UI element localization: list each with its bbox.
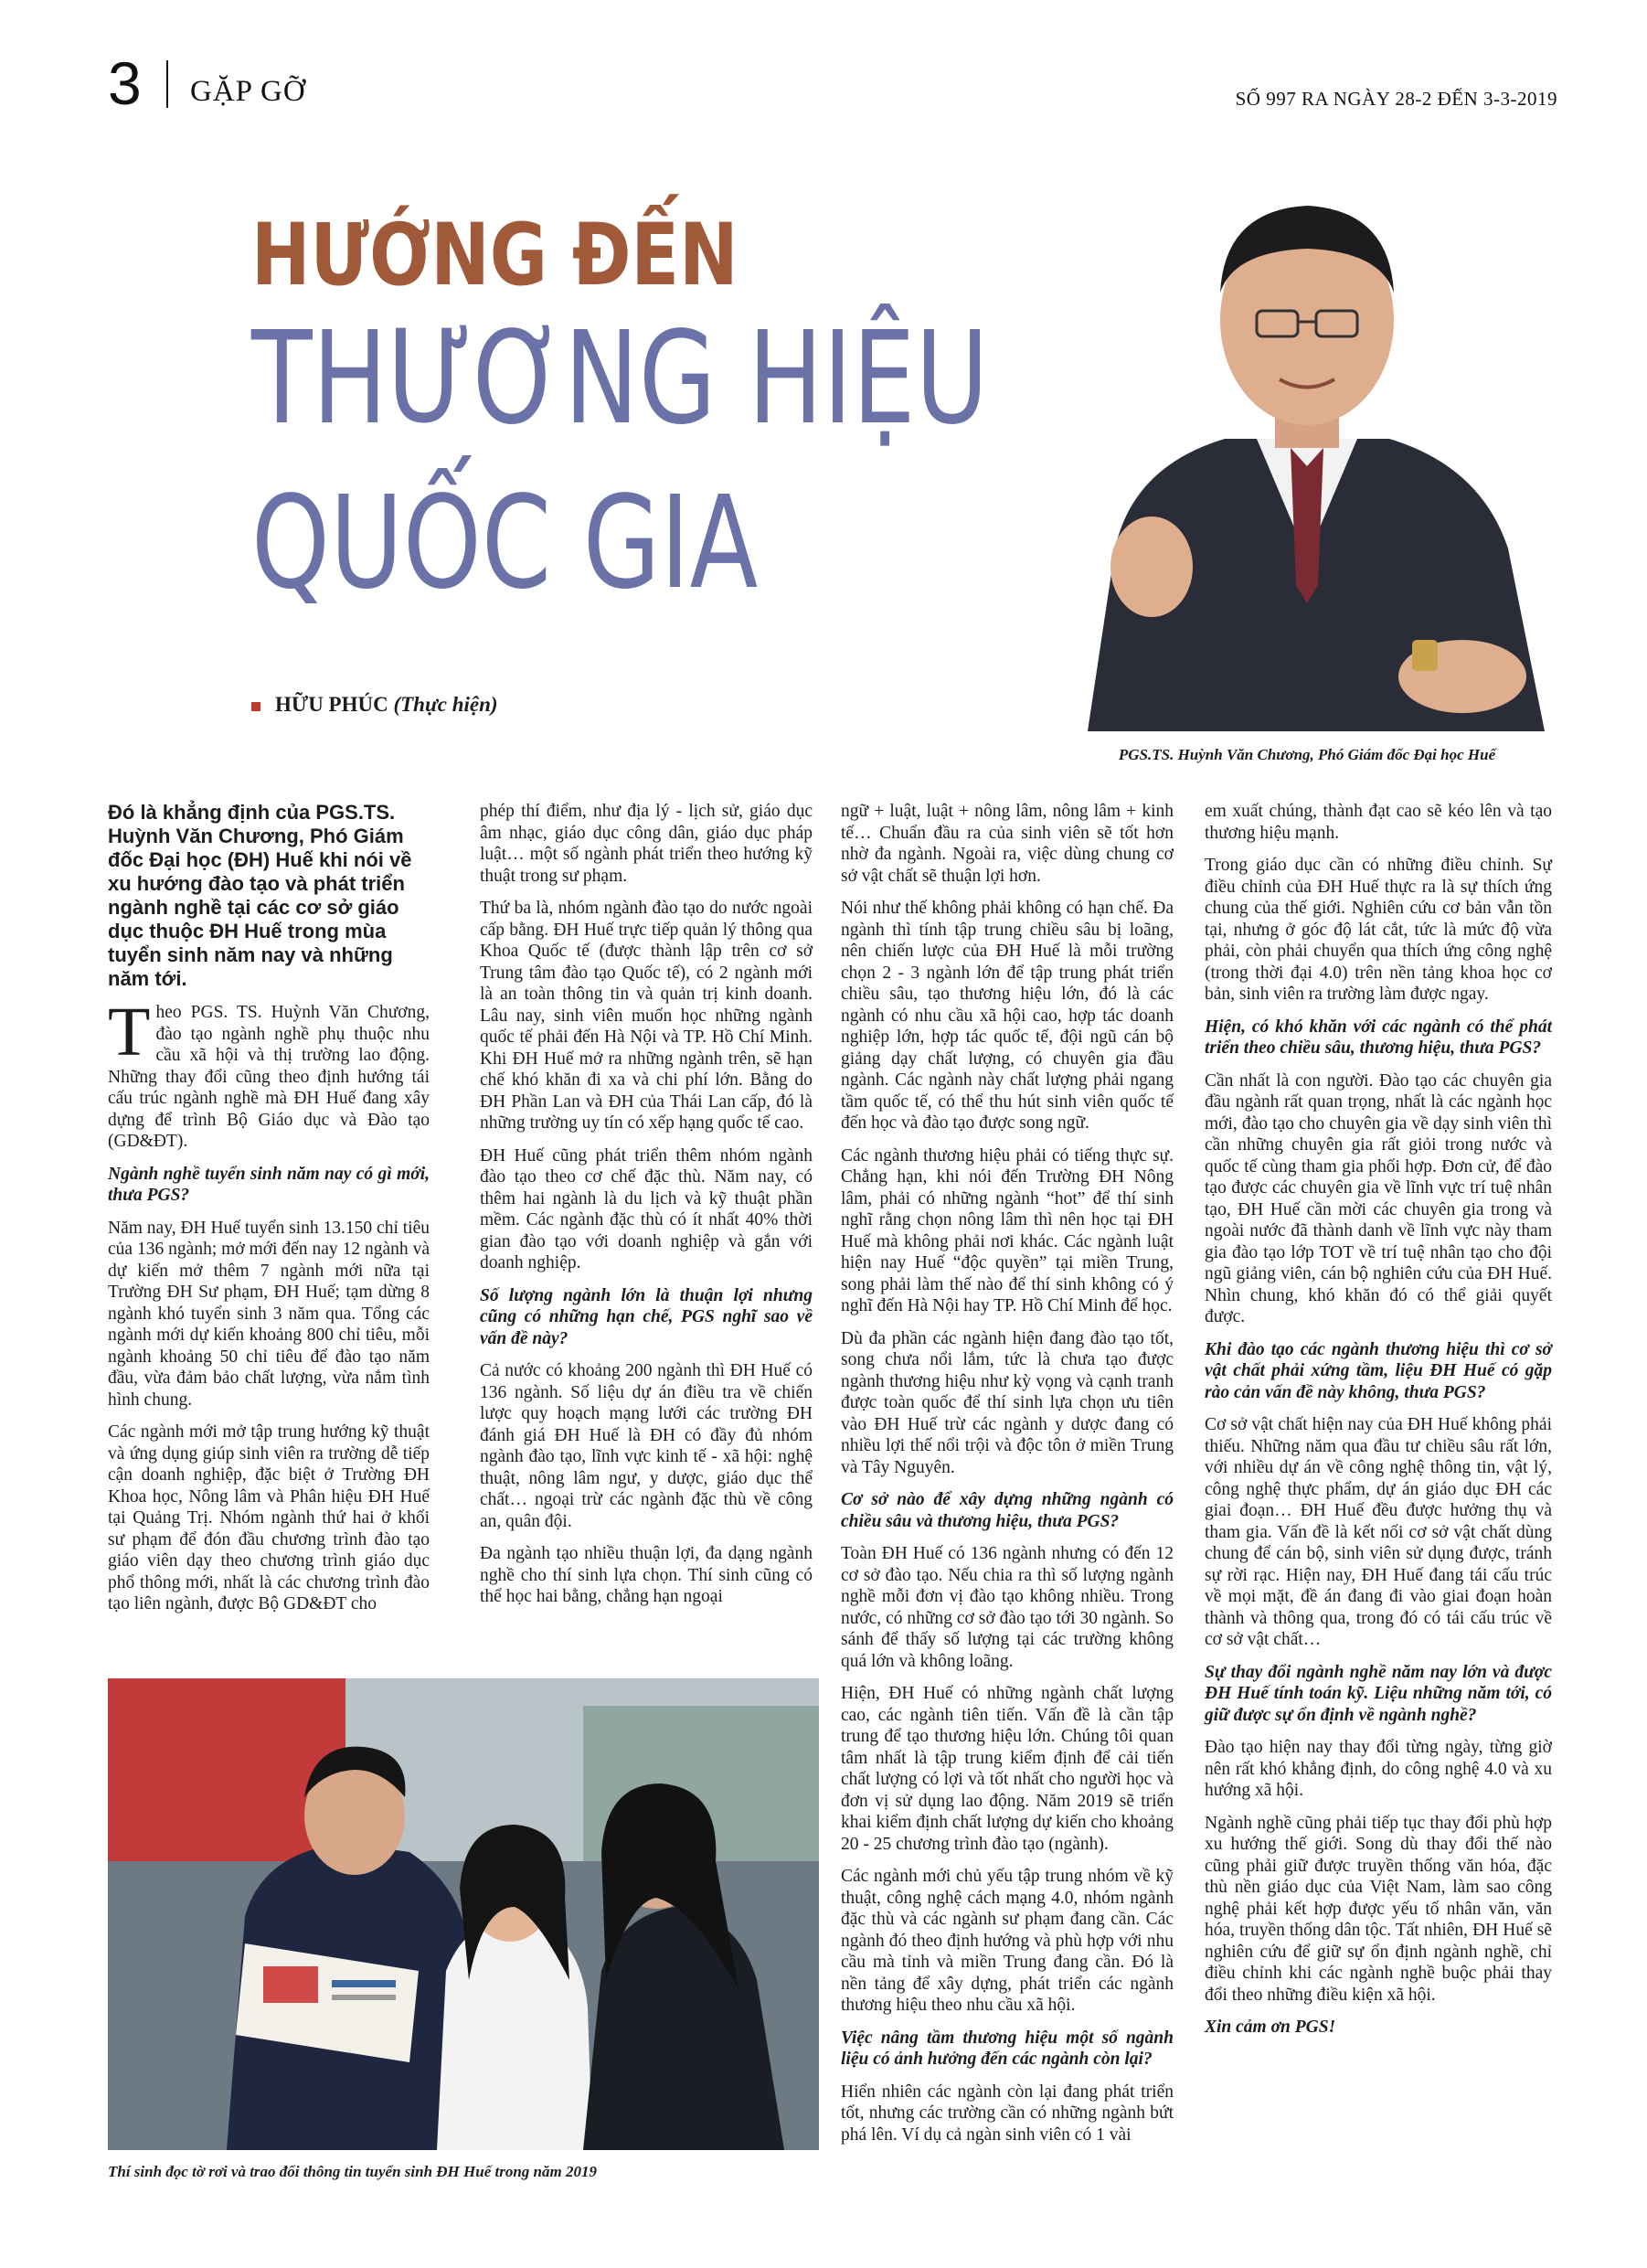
paragraph: Trong giáo dục cần có những điều chỉnh. Sự điều chỉnh của ĐH Huế thực ra là sự thích ứng chung của thế giới. Nghiên cứu cơ bản vẫn tồn tại, nhưng ở góc độ lát cắt, tức là mức độ vừa phải, còn phải chuyển qua thích ứng công nghệ (trong thời đại 4.0) trên nền tảng khoa học cơ bản, sinh viên ra trường làm được ngay. [1205,856,1552,1004]
paragraph: Cả nước có khoảng 200 ngành thì ĐH Huế có 136 ngành. Số liệu dự án điều tra về chiến lược quy hoạch mạng lưới các trường ĐH đánh giá ĐH Huế là ĐH có đầy đủ nhóm ngành đào tạo, lĩnh vực kinh tế - xã hội: nghệ thuật, nông lâm ngư, y dược, giáo dục thể chất… ngoại trừ các ngành đặc thù về công an, quân đội. [480,1361,813,1531]
paragraph: Năm nay, ĐH Huế tuyển sinh 13.150 chỉ tiêu của 136 ngành; mở mới đến nay 12 ngành và dự kiến mở thêm 7 ngành mới nữa tại Trường ĐH Sư phạm, ĐH Huế; tạm dừng 8 ngành khó tuyển sinh 3 năm qua. Tổng các ngành mới dự kiến khoảng 800 chỉ tiêu, mỗi ngành khoảng 50 chỉ tiêu để đào tạo năm đầu, vừa đảm bảo chất lượng, vừa nắm tình hình chung. [108,1218,430,1410]
question: Việc nâng tầm thương hiệu một số ngành liệu có ảnh hưởng đến các ngành còn lại? [841,2028,1174,2069]
lead-paragraph: Đó là khẳng định của PGS.TS. Huỳnh Văn Chương, Phó Giám đốc Đại học (ĐH) Huế khi nói về xu hướng đào tạo và phát triển ngành nghề tại các cơ sở giáo dục thuộc ĐH Huế trong mùa tuyển sinh năm nay và những năm tới. [108,801,412,990]
paragraph: Đa ngành tạo nhiều thuận lợi, đa dạng ngành nghề cho thí sinh lựa chọn. Thí sinh cũng có thể học hai bằng, chẳng hạn ngoại [480,1544,813,1606]
paragraph: Cơ sở vật chất hiện nay của ĐH Huế không phải thiếu. Những năm qua đầu tư chiều sâu rất lớn, với nhiều dự án về công nghệ thông tin, vật lý, công nghệ thực phẩm, dự án giáo dục ĐH các giai đoạn… ĐH Huế đều được hưởng thụ và tham gia. Vấn đề là kết nối cơ sở vật chất dùng chung để cán bộ, sinh viên sử dụng được, tránh sự rời rạc. Hiện nay, ĐH Huế đang tái cấu trúc về mọi mặt, đề án đang đi vào giai đoạn hoàn thành và thông qua, trong đó có tái cấu trúc về cơ sở vật chất… [1205,1415,1552,1649]
paragraph: Hiện, ĐH Huế có những ngành chất lượng cao, các ngành tiên tiến. Vấn đề là cần tập trung để tạo thương hiệu lớn. Chúng tôi quan tâm nhất là tập trung kiểm định để cải tiến chất lượng có lợi và tốt nhất cho người học và đơn vị sử dụng lao động. Năm 2019 sẽ triển khai kiểm định chất lượng dự kiến cho khoảng 20 - 25 chương trình đào tạo (ngành). [841,1684,1174,1854]
section-name: GẶP GỠ [190,75,306,108]
paragraph: Cần nhất là con người. Đào tạo các chuyên gia đầu ngành rất quan trọng, nhất là các ngành học mới, đào tạo cho chuyên gia về dạy sinh viên thì cần những chuyên gia rất giỏi trong nước và quốc tế cùng tham gia phối hợp. Đơn cử, để đào tạo được các chuyên gia về lĩnh vực trí tuệ nhân tạo, ĐH Huế cần mời các chuyên gia trong và ngoài nước đã thành danh về lĩnh vực này tham gia đào tạo lớp TOT về trí tuệ nhân tạo cho đội ngũ giảng viên, cán bộ nghiên cứu của ĐH Huế. Nhìn chung, khó khăn đó có thể giải quyết được. [1205,1070,1552,1326]
paragraph: Các ngành mới chủ yếu tập trung nhóm về kỹ thuật, công nghệ cách mạng 4.0, nhóm ngành đặc thù và các ngành sư phạm đang cần. Các ngành đó theo định hướng và phù hợp với nhu cầu mà tỉnh và miền Trung đang cần. Đó là nền tảng để xây dựng, phát triển các ngành thương hiệu theo nhu cầu xã hội. [841,1867,1174,2015]
question: Số lượng ngành lớn là thuận lợi nhưng cũng có những hạn chế, PGS nghĩ sao về vấn đề này? [480,1285,813,1348]
headline-line-2: THƯƠNG HIỆU [251,304,989,453]
question: Ngành nghề tuyển sinh năm nay có gì mới, thưa PGS? [108,1164,430,1205]
column-3 [841,801,1174,2156]
paragraph: Dù đa phần các ngành hiện đang đào tạo tốt, song chưa nổi lắm, tức là chưa tạo được ngành thương hiệu như kỳ vọng và cạnh tranh được toàn quốc để thí sinh lựa chọn ưu tiên vào ĐH Huế trừ các ngành y dược đang có nhiều lợi thế nổi trội và độc tôn ở miền Trung và Tây Nguyên. [841,1328,1174,1477]
column-4 [1205,801,1552,2050]
closing-line: Xin cảm ơn PGS! [1205,2018,1336,2037]
paragraph: Thứ ba là, nhóm ngành đào tạo do nước ngoài cấp bằng. ĐH Huế trực tiếp quản lý thông qua Khoa Quốc tế (được thành lập trên cơ sở Trung tâm đào tạo Quốc tế), có 2 ngành mới là an toàn thông tin và quản trị kinh doanh. Lâu nay, sinh viên muốn học những ngành quốc tế phải đến Hà Nội và TP. Hồ Chí Minh. Khi ĐH Huế mở ra những ngành trên, sẽ hạn chế khó khăn đi xa và chi phí lớn. Bằng do ĐH Phần Lan và ĐH của Thái Lan cấp, đó là những trường uy tín có xếp hạng quốc tế cao. [480,899,813,1133]
headline-line-1: HƯỚNG ĐẾN [251,206,738,305]
page-header [108,51,1557,115]
portrait-caption: PGS.TS. Huỳnh Văn Chương, Phó Giám đốc Đại học Huế [1118,746,1496,763]
question: Cơ sở nào để xây dựng những ngành có chiều sâu và thương hiệu, thưa PGS? [841,1490,1174,1531]
paragraph: phép thí điểm, như địa lý - lịch sử, giáo dục âm nhạc, giáo dục công dân, giáo dục pháp luật… một số ngành phát triển theo hướng kỹ thuật trong sư phạm. [480,802,813,886]
paragraph: Ngành nghề cũng phải tiếp tục thay đổi phù hợp xu hướng thế giới. Song dù thay đổi thế nào cũng phải giữ được truyền thống văn hóa, đặc thù nền giáo dục của Việt Nam, làm sao công nghệ phải kết hợp được yếu tố nhân văn, văn hóa, truyền thống dân tộc. Tất nhiên, ĐH Huế sẽ nghiên cứu để giữ sự ổn định ngành nghề, chỉ điều chỉnh khi các ngành nghề buộc phải thay đổi theo những điều kiện xã hội. [1205,1813,1552,2005]
byline-author: HỮU PHÚC [275,693,388,716]
paragraph: em xuất chúng, thành đạt cao sẽ kéo lên và tạo thương hiệu mạnh. [1205,802,1552,843]
paragraph: ngữ + luật, luật + nông lâm, nông lâm + kinh tế… Chuẩn đầu ra của sinh viên sẽ tốt hơn nhờ đa ngành. Ngoài ra, việc dùng chung cơ sở vật chất sẽ thuận lợi hơn. [841,802,1174,886]
drop-cap: T [108,994,151,1070]
paragraph: Theo PGS. TS. Huỳnh Văn Chương, đào tạo ngành nghề phụ thuộc nhu cầu xã hội và thị trường lao động. Những thay đổi cũng theo định hướng tái cấu trúc ngành nghề mà ĐH Huế đang xây dựng để trình Bộ Giáo dục và Đào tạo (GD&ĐT). [108,994,430,1151]
paragraph: Nói như thế không phải không có hạn chế. Đa ngành thì tính tập trung chiều sâu bị loãng, nên chiến lược của ĐH Huế là mỗi trường chọn 2 - 3 ngành lớn để tập trung phát triển chiều sâu, tạo thương hiệu lớn, đó là các ngành có nhu cầu xã hội cao, hợp tác doanh nghiệp lớn, hợp tác quốc tế, đội ngũ cán bộ giảng dạy chất lượng, có chuyên gia đầu ngành. Các ngành này chất lượng phải ngang tầm quốc tế, có thể thu hút sinh viên quốc tế đến học và đào tạo được song ngữ. [841,899,1174,1133]
question: Sự thay đổi ngành nghề năm nay lớn và được ĐH Huế tính toán kỹ. Liệu những năm tới, có giữ được sự ổn định về ngành nghề? [1205,1662,1552,1725]
byline [251,693,498,717]
question: Hiện, có khó khăn với các ngành có thể phát triển theo chiều sâu, thương hiệu, thưa PGS? [1205,1017,1552,1058]
paragraph: Đào tạo hiện nay thay đổi từng ngày, từng giờ nên rất khó khẳng định, do công nghệ 4.0 và xu hướng xã hội. [1205,1738,1552,1800]
headline-line-3: QUỐC GIA [251,469,759,618]
paragraph: Hiển nhiên các ngành còn lại đang phát triển tốt, nhưng các trường cần có những ngành bứt phá lên. Ví dụ cả ngàn sinh viên có 1 vài [841,2082,1174,2145]
paragraph: ĐH Huế cũng phát triển thêm nhóm ngành đào tạo theo cơ chế đặc thù. Năm nay, có thêm hai ngành là du lịch và kỹ thuật phần mềm. Các ngành đặc thù có ít nhất 40% thời gian đào tạo với doanh nghiệp và gắn với doanh nghiệp. [480,1145,813,1272]
students-photo [108,1678,819,2150]
page-number: 3 [108,49,142,117]
paragraph: Các ngành thương hiệu phải có tiếng thực sự. Chẳng hạn, khi nói đến Trường ĐH Nông lâm, phải có những ngành “hot” để thí sinh nghĩ rằng chọn nông lâm thì nên học tại ĐH Huế mà không phải nơi khác. Các ngành luật hiện nay Huế “độc quyền” tại miền Trung, song phải làm thế nào để thí sinh không có ý nghĩ đến Hà Nội hay TP. Hồ Chí Minh để học. [841,1145,1174,1315]
portrait-photo [1051,165,1563,731]
issue-info: SỐ 997 RA NGÀY 28-2 ĐẾN 3-3-2019 [1235,88,1557,110]
question: Khi đào tạo các ngành thương hiệu thì cơ sở vật chất phải xứng tầm, liệu ĐH Huế có gặp rào cản vấn đề này không, thưa PGS? [1205,1339,1552,1402]
byline-role: (Thực hiện) [393,693,498,716]
paragraph: Các ngành mới mở tập trung hướng kỹ thuật và ứng dụng giúp sinh viên ra trường dễ tiếp cận doanh nghiệp, đặc biệt ở Trường ĐH Khoa học, Nông lâm và Phân hiệu ĐH Huế tại Quảng Trị. Nhóm ngành thứ hai ở khối sư phạm để đón đầu chương trình đào tạo giáo viên dạy theo chương trình giáo dục phổ thông mới, nhất là các chương trình đào tạo liên ngành, được Bộ GD&ĐT cho [108,1422,430,1613]
photo-caption: Thí sinh đọc tờ rơi và trao đổi thông tin tuyển sinh ĐH Huế trong năm 2019 [108,2163,597,2180]
paragraph: Toàn ĐH Huế có 136 ngành nhưng có đến 12 cơ sở đào tạo. Nếu chia ra thì số lượng ngành nghề mỗi đơn vị đào tạo không nhiều. Trong nước, có những cơ sở đào tạo tới 30 ngành. So sánh để thấy số lượng tại các trường không quá lớn và không loãng. [841,1544,1174,1671]
column-2 [480,801,813,1619]
header-divider [166,60,168,108]
column-1 [108,801,430,1626]
byline-bullet [251,702,260,711]
